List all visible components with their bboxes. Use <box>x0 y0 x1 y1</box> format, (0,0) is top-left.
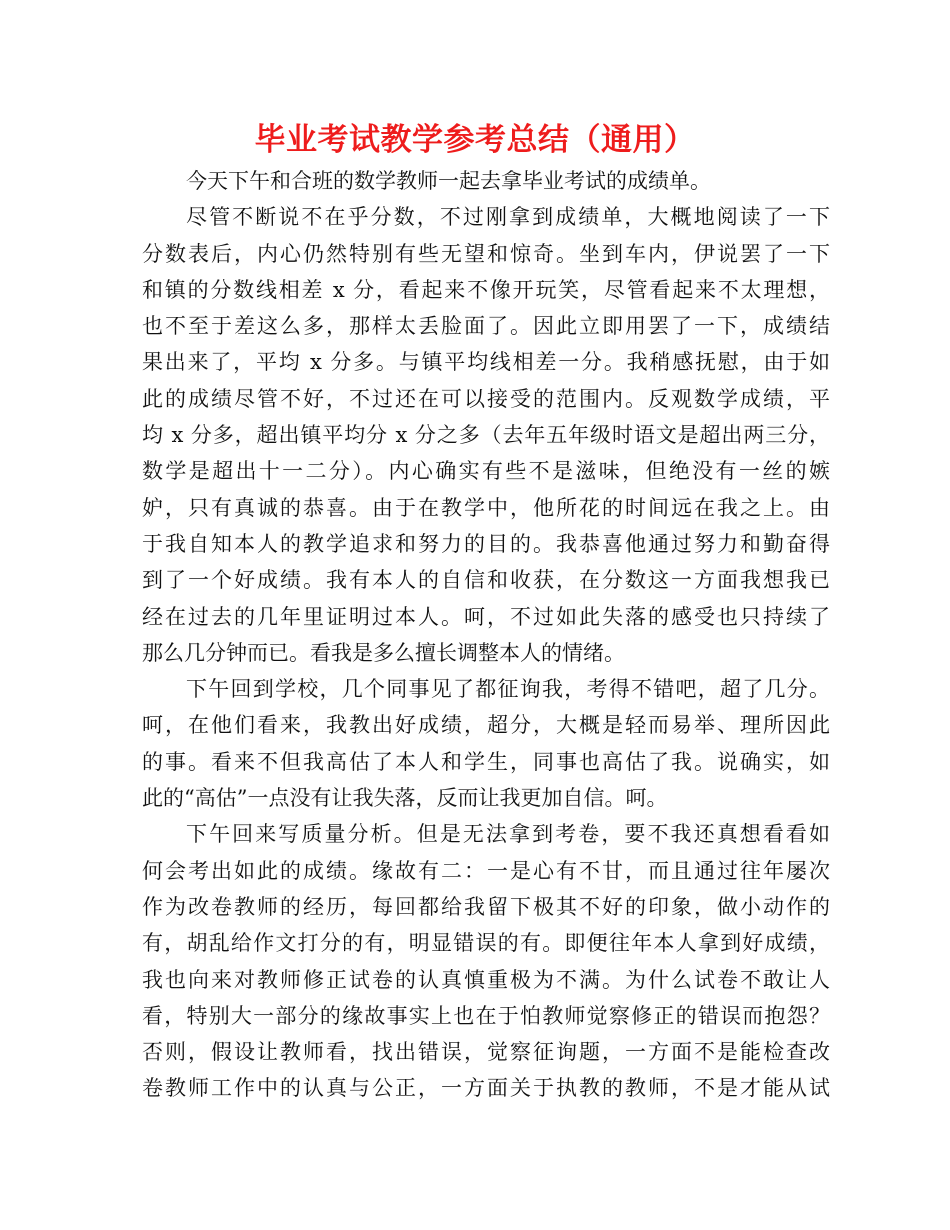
paragraph-line: 有，胡乱给作文打分的有，明显错误的有。即便往年本人拿到好成绩， <box>142 931 830 956</box>
paragraph-line: 数学是超出十一二分）。内心确实有些不是滋味，但绝没有一丝的嫉 <box>142 459 830 484</box>
paragraph-line: 的事。看来不但我高估了本人和学生，同事也高估了我。说确实，如 <box>142 749 830 774</box>
paragraph-line: 均 x 分多，超出镇平均分 x 分之多（去年五年级时语文是超出两三分， <box>142 423 830 448</box>
document-body <box>142 163 830 1107</box>
paragraph-line: 于我自知本人的教学追求和努力的目的。我恭喜他通过努力和勤奋得 <box>142 531 830 556</box>
paragraph-line: 何会考出如此的成绩。缘故有二：一是心有不甘，而且通过往年屡次 <box>142 858 830 883</box>
paragraph-line: 那么几分钟而已。看我是多么擅长调整本人的情绪。 <box>142 640 625 665</box>
paragraph-line: 下午回来写质量分析。但是无法拿到考卷，要不我还真想看看如 <box>186 822 830 847</box>
paragraph-line: 此的成绩尽管不好，不过还在可以接受的范围内。反观数学成绩，平 <box>142 386 830 411</box>
paragraph-line: 分数表后，内心仍然特别有些无望和惊奇。坐到车内，伊说罢了一下 <box>142 241 830 266</box>
paragraph-line: 作为改卷教师的经历，每回都给我留下极其不好的印象，做小动作的 <box>142 894 830 919</box>
paragraph-line: 尽管不断说不在乎分数，不过刚拿到成绩单，大概地阅读了一下 <box>186 205 830 230</box>
paragraph-line: 卷教师工作中的认真与公正，一方面关于执教的教师，不是才能从试 <box>142 1076 830 1101</box>
paragraph-line: 经在过去的几年里证明过本人。呵，不过如此失落的感受也只持续了 <box>142 604 830 629</box>
paragraph-line: 妒，只有真诚的恭喜。由于在教学中，他所花的时间远在我之上。由 <box>142 495 830 520</box>
paragraph-line: 看，特别大一部分的缘故事实上也在于怕教师觉察修正的错误而抱怨？ <box>142 1003 830 1028</box>
paragraph-line: 下午回到学校，几个同事见了都征询我，考得不错吧，超了几分。 <box>186 677 830 702</box>
paragraph-line: 否则，假设让教师看，找出错误，觉察征询题，一方面不是能检查改 <box>142 1040 830 1065</box>
paragraph-line: 也不至于差这么多，那样太丢脸面了。因此立即用罢了一下，成绩结 <box>142 314 830 339</box>
paragraph-line: 到了一个好成绩。我有本人的自信和收获，在分数这一方面我想我已 <box>142 568 830 593</box>
paragraph-line: 今天下午和合班的数学教师一起去拿毕业考试的成绩单。 <box>186 169 711 193</box>
paragraph-line: 果出来了，平均 x 分多。与镇平均线相差一分。我稍感抚慰，由于如 <box>142 350 830 375</box>
paragraph-line: 此的“高估”一点没有让我失落，反而让我更加自信。呵。 <box>142 786 668 811</box>
document-title: 毕业考试教学参考总结（通用） <box>254 122 696 158</box>
paragraph-line: 和镇的分数线相差 x 分，看起来不像开玩笑，尽管看起来不太理想， <box>142 277 830 302</box>
paragraph-line: 呵，在他们看来，我教出好成绩，超分，大概是轻而易举、理所因此 <box>142 713 830 738</box>
paragraph-line: 我也向来对教师修正试卷的认真慎重极为不满。为什么试卷不敢让人 <box>142 967 830 992</box>
